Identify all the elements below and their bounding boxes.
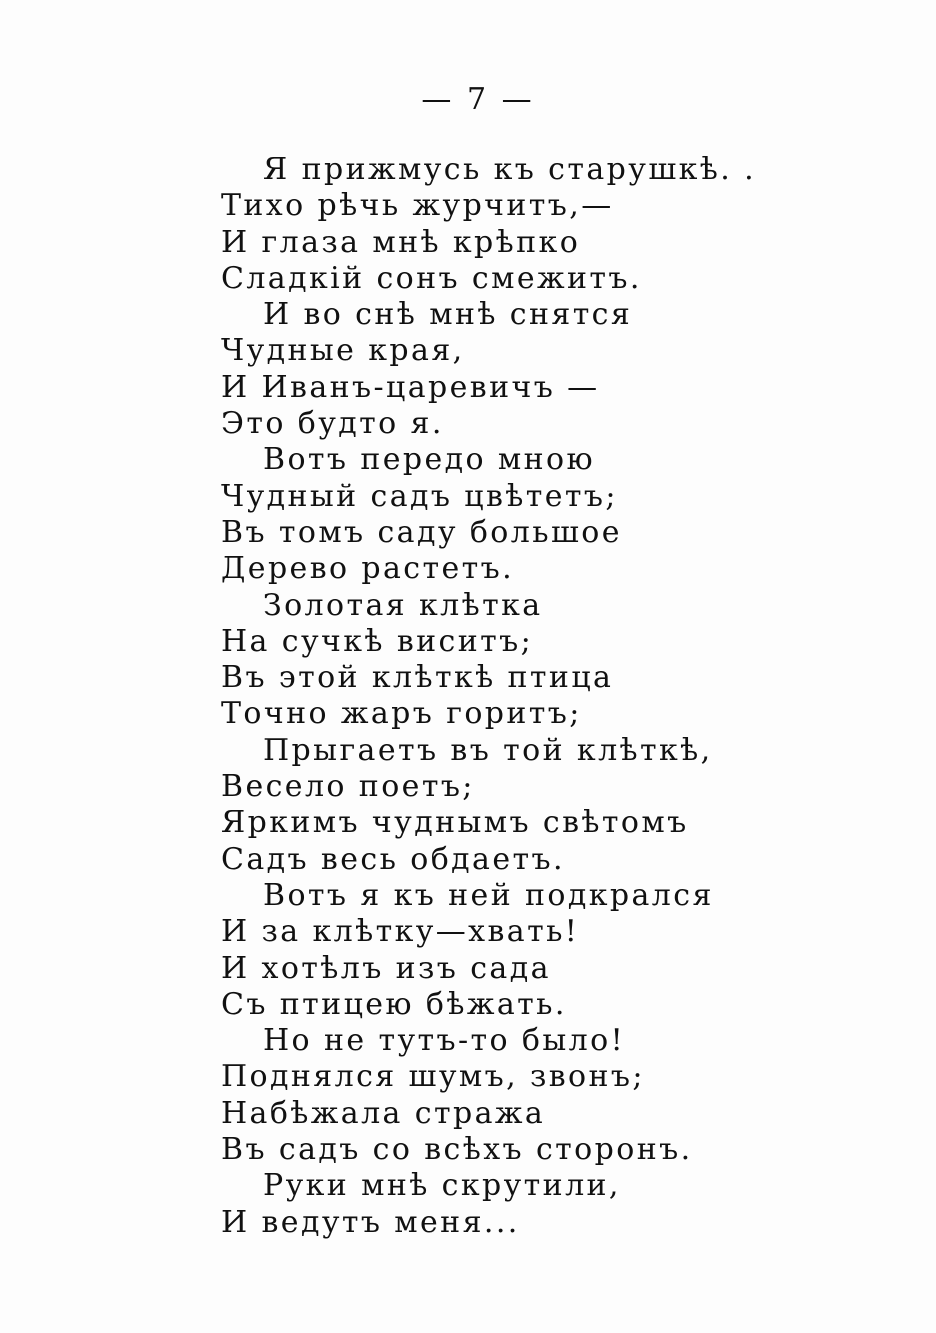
poem-line: И ведутъ меня... — [221, 1204, 520, 1240]
poem-line: Вотъ я къ ней подкрался — [263, 877, 714, 913]
poem-line: Садъ весь обдаетъ. — [221, 841, 565, 877]
poem-line: И хотѣлъ изъ сада — [221, 950, 551, 986]
poem-line: Весело поетъ; — [221, 769, 475, 805]
poem-line: И за клѣтку—хвать! — [221, 914, 580, 950]
poem-line: Дерево растетъ. — [221, 551, 515, 587]
poem-line: Прыгаетъ въ той клѣткѣ, — [263, 732, 713, 768]
poem-line: На сучкѣ виситъ; — [221, 623, 534, 659]
poem-line: Руки мнѣ скрутили, — [263, 1168, 621, 1204]
poem-line: Я прижмусь къ старушкѣ. . — [263, 152, 757, 187]
poem-line: Поднялся шумъ, звонъ; — [221, 1059, 645, 1095]
poem-line: Чудные края, — [221, 333, 465, 369]
page-number: — 7 — — [421, 82, 535, 117]
poem-line: Въ садъ со всѣхъ сторонъ. — [221, 1132, 693, 1168]
poem-line: Но не тутъ-то было! — [263, 1023, 626, 1059]
poem-line: И Иванъ-царевичъ — — [221, 369, 600, 405]
poem-text — [221, 152, 901, 1241]
poem-line: И глаза мнѣ крѣпко — [221, 224, 581, 260]
poem-line: Съ птицею бѣжать. — [221, 986, 567, 1022]
poem-line: Сладкій сонъ смежитъ. — [221, 260, 642, 296]
poem-line: Въ томъ саду большое — [221, 514, 622, 550]
poem-line: Въ этой клѣткѣ птица — [221, 660, 614, 696]
poem-line: Чудный садъ цвѣтетъ; — [221, 478, 618, 514]
poem-line: Золотая клѣтка — [263, 587, 543, 623]
poem-line: Набѣжала стража — [221, 1095, 546, 1131]
poem-line: Это будто я. — [221, 406, 444, 442]
poem-line: Тихо рѣчь журчитъ,— — [221, 188, 614, 224]
poem-line: Вотъ передо мною — [263, 442, 596, 478]
poem-line: Яркимъ чуднымъ свѣтомъ — [221, 805, 689, 841]
poem-line: Точно жаръ горитъ; — [221, 696, 582, 732]
poem-line: И во снѣ мнѣ снятся — [263, 297, 633, 333]
